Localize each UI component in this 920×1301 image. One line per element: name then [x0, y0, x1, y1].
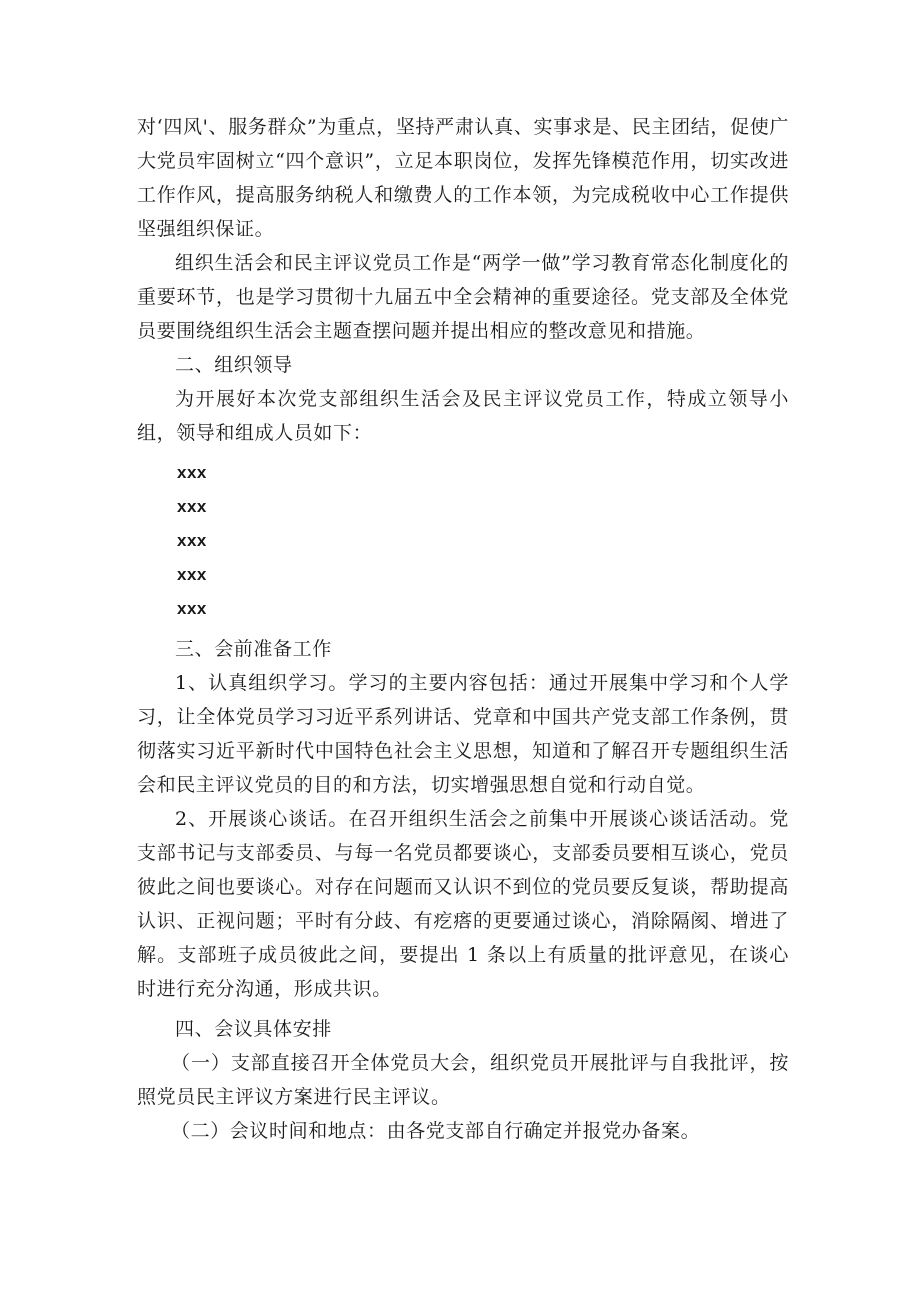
paragraph-arrangement-2: （二）会议时间和地点：由各党支部自行确定并报党办备案。 — [171, 1120, 701, 1142]
document-body — [137, 110, 789, 1148]
paragraph-leadership-group: 为开展好本次党支部组织生活会及民主评议党员工作，特成立领导小组，领导和组成人员如下： — [137, 388, 789, 444]
heading-meeting-arrangements: 四、会议具体安排 — [175, 1018, 332, 1040]
member-name: xxx — [177, 497, 207, 516]
member-name: xxx — [177, 463, 207, 482]
member-list — [137, 456, 789, 626]
member-name: xxx — [177, 599, 207, 618]
paragraph-study: 1、认真组织学习。学习的主要内容包括：通过开展集中学习和个人学习，让全体党员学习习近平系列讲话、党章和中国共产党支部工作条例，贯彻落实习近平新时代中国特色社会主义思想，知道和了解召开专题组织生活会和民主评议党员的目的和方法，切实增强思想自觉和行动自觉。 — [137, 672, 789, 796]
member-name: xxx — [177, 565, 207, 584]
paragraph-org-life-meeting: 组织生活会和民主评议党员工作是“两学一做”学习教育常态化制度化的重要环节，也是学习贯彻十九届五中全会精神的重要途径。党支部及全体党员要围绕组织生活会主题查摆问题并提出相应的整改意见和措施。 — [137, 252, 789, 342]
member-name: xxx — [177, 531, 207, 550]
paragraph-heart-to-heart-talks: 2、开展谈心谈话。在召开组织生活会之前集中开展谈心谈话活动。党支部书记与支部委员、与每一名党员都要谈心，支部委员要相互谈心，党员彼此之间也要谈心。对存在问题而又认识不到位的党员要反复谈，帮助提高认识、正视问题；平时有分歧、有疙瘩的更要通过谈心，消除隔阂、增进了解。支部班子成员彼此之间，要提出 1 条以上有质量的批评意见，在谈心时进行充分沟通，形成共识。 — [137, 808, 789, 1000]
paragraph-focus: 对‘四风'、服务群众”为重点，坚持严肃认真、实事求是、民主团结，促使广大党员牢固树立“四个意识”，立足本职岗位，发挥先锋模范作用，切实改进工作作风，提高服务纳税人和缴费人的工作本领，为完成税收中心工作提供坚强组织保证。 — [137, 116, 789, 240]
heading-preparation-work: 三、会前准备工作 — [175, 638, 332, 660]
heading-organization-leadership: 二、组织领导 — [175, 354, 293, 376]
paragraph-arrangement-1: （一）支部直接召开全体党员大会，组织党员开展批评与自我批评，按照党员民主评议方案进行民主评议。 — [137, 1052, 789, 1108]
